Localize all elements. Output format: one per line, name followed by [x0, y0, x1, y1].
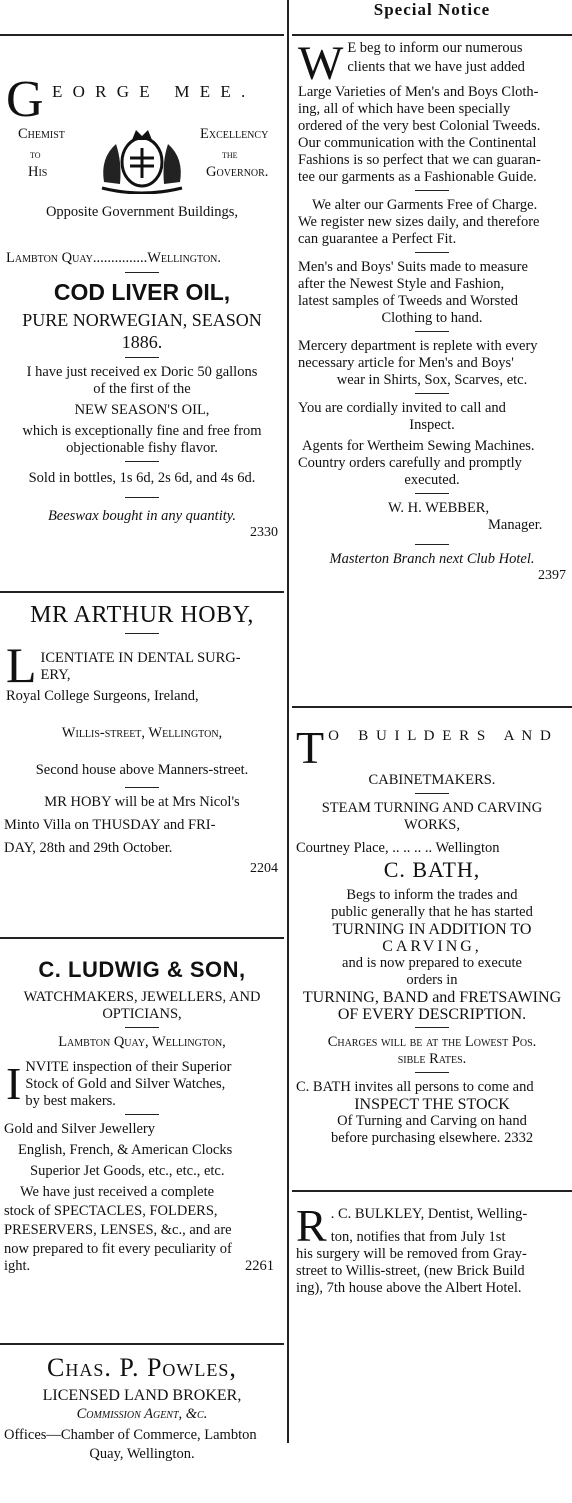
- rule: [0, 34, 284, 36]
- webber-line-12: Men's and Boys' Suits made to measure: [298, 259, 528, 275]
- bath-line-4: CARVING,: [382, 938, 482, 955]
- hoby-address: Willis-street, Wellington,: [61, 725, 223, 741]
- ludwig-address: Lambton Quay, Wellington,: [58, 1034, 226, 1050]
- dash: [415, 252, 449, 253]
- cod-line-5: objectionable fishy flavor.: [66, 440, 218, 456]
- ludwig-goods-3: Superior Jet Goods, etc., etc., etc.: [30, 1163, 225, 1179]
- cod-advert: [0, 279, 284, 591]
- bath-steam-2: WORKS,: [404, 817, 460, 833]
- cod-line-3: NEW SEASON'S OIL,: [74, 402, 210, 418]
- hoby-line-1: ICENTIATE IN DENTAL SURG-: [40, 650, 241, 666]
- bath-line-1: Begs to inform the trades and: [346, 887, 518, 903]
- mee-left-2: to: [30, 147, 41, 161]
- ludwig-stock-5: ight.: [4, 1258, 31, 1274]
- bath-line-5: and is now prepared to execute: [342, 955, 522, 971]
- dash: [415, 190, 449, 191]
- bath-charges-1: Charges will be at the Lowest Pos.: [327, 1034, 537, 1050]
- dash: [125, 272, 159, 273]
- hoby-dropcap: L: [6, 640, 37, 693]
- webber-line-18: wear in Shirts, Sox, Scarves, etc.: [336, 372, 528, 388]
- webber-line-23: executed.: [404, 472, 460, 488]
- powles-advert: [0, 1353, 284, 1503]
- dash: [125, 1027, 159, 1028]
- ludwig-stock-2: stock of SPECTACLES, FOLDERS,: [4, 1203, 218, 1219]
- rule: [292, 706, 572, 708]
- mee-dots: ...............: [92, 250, 148, 266]
- mee-right-3: Governor.: [206, 164, 269, 180]
- webber-line-6: Our communication with the Continental: [298, 135, 537, 151]
- cod-sold: Sold in bottles, 1s 6d, 2s 6d, and 4s 6d.: [28, 470, 256, 486]
- webber-line-22: Country orders carefully and promptly: [298, 455, 522, 471]
- mee-right-1: Excellency: [200, 126, 269, 142]
- webber-role: Manager.: [488, 517, 543, 533]
- webber-line-1: E beg to inform our numerous: [347, 40, 523, 56]
- webber-advert: [292, 0, 572, 706]
- webber-dropcap: W: [298, 40, 344, 84]
- webber-heading: Special Notice: [373, 0, 491, 19]
- mee-name: E O R G E M E E .: [52, 82, 249, 101]
- webber-branch: Masterton Branch next Club Hotel.: [329, 551, 535, 567]
- mee-left-1: Chemist: [18, 126, 65, 142]
- webber-line-7: Fashions is so perfect that we can guaran-: [298, 152, 541, 168]
- bath-invite-4: before purchasing elsewhere.: [330, 1130, 501, 1146]
- bath-name: C. BATH,: [383, 857, 481, 882]
- ludwig-advert: [0, 957, 284, 1343]
- ludwig-title: C. LUDWIG & SON,: [38, 957, 246, 982]
- mee-advert: [0, 34, 284, 272]
- bath-line-6: orders in: [406, 972, 458, 988]
- mee-dropcap: G: [6, 71, 44, 128]
- mee-address: Opposite Government Buildings,: [45, 204, 239, 220]
- ludwig-stock-4: now prepared to fit every peculiarity of: [4, 1241, 232, 1257]
- bulkley-line-5: ing), 7th house above the Albert Hotel.: [296, 1280, 522, 1296]
- bath-heading-2: CABINETMAKERS.: [368, 772, 496, 788]
- webber-line-2: clients that we have just added: [347, 59, 525, 75]
- ludwig-number: 2261: [245, 1258, 274, 1274]
- bath-dropcap: T: [296, 728, 325, 768]
- webber-name: W. H. WEBBER,: [388, 500, 490, 516]
- ludwig-sub-2: OPTICIANS,: [102, 1006, 182, 1022]
- rule: [292, 34, 572, 36]
- bath-heading: [292, 728, 572, 768]
- bath-steam-1: STEAM TURNING AND CARVING: [321, 800, 543, 816]
- hoby-line-3: Royal College Surgeons, Ireland,: [6, 688, 199, 704]
- hoby-title: MR ARTHUR HOBY,: [30, 602, 254, 628]
- right-column: [292, 0, 572, 1336]
- royal-crest-icon: [94, 122, 190, 194]
- dash: [125, 633, 159, 634]
- hoby-line-4: MR HOBY will be at Mrs Nicol's: [44, 794, 240, 810]
- bath-heading-1: O B U I L D E R S A N D: [328, 728, 553, 744]
- dash: [125, 1114, 159, 1115]
- webber-line-5: ordered of the very best Colonial Tweeds.: [298, 118, 541, 134]
- dash: [415, 331, 449, 332]
- webber-line-4: ing, all of which have been specially: [298, 101, 511, 117]
- bath-invite-1: C. BATH invites all persons to come and: [296, 1079, 534, 1095]
- powles-offices-1: Offices—Chamber of Commerce, Lambton: [4, 1427, 257, 1443]
- bath-place: Courtney Place, .. .. .. .. Wellington: [296, 840, 500, 856]
- bath-line-8: OF EVERY DESCRIPTION.: [337, 1006, 527, 1023]
- column-divider: [287, 0, 289, 1443]
- ludwig-dropcap: I: [6, 1059, 22, 1109]
- bath-advert: [292, 728, 572, 1190]
- webber-line-16: Mercery department is replete with every: [298, 338, 538, 354]
- bath-invite-3: Of Turning and Carving on hand: [337, 1113, 527, 1129]
- ludwig-goods-2: English, French, & American Clocks: [18, 1142, 233, 1158]
- mee-right-2: the: [222, 147, 238, 161]
- dash: [415, 544, 449, 545]
- bulkley-line-2: ton, notifies that from July 1st: [330, 1229, 506, 1245]
- mee-street-line: [6, 250, 278, 267]
- bulkley-line-3: his surgery will be removed from Gray-: [296, 1246, 527, 1262]
- rule: [292, 1190, 572, 1192]
- dash: [125, 497, 159, 498]
- webber-line-15: Clothing to hand.: [381, 310, 483, 326]
- webber-line-21: Agents for Wertheim Sewing Machines.: [302, 438, 535, 454]
- ludwig-invite: [0, 1059, 284, 1110]
- dash: [415, 393, 449, 394]
- bath-invite-4-line: [292, 1130, 572, 1147]
- webber-line-14: latest samples of Tweeds and Worsted: [298, 293, 518, 309]
- webber-line-10: We register new sizes daily, and therefore: [298, 214, 540, 230]
- webber-line-3: Large Varieties of Men's and Boys Cloth-: [298, 84, 539, 100]
- dash: [415, 493, 449, 494]
- webber-line-9: We alter our Garments Free of Charge.: [312, 197, 538, 213]
- bulkley-intro: [292, 1206, 572, 1246]
- bulkley-dropcap: R: [296, 1206, 327, 1246]
- dash: [125, 461, 159, 462]
- mee-left-3: His: [28, 164, 48, 180]
- webber-line-19: You are cordially invited to call and: [298, 400, 506, 416]
- cod-line-1: I have just received ex Doric 50 gallons: [26, 364, 258, 380]
- dash: [415, 1072, 449, 1073]
- webber-line-11: can guarantee a Perfect Fit.: [298, 231, 457, 247]
- ludwig-invite-3: by best makers.: [25, 1093, 116, 1109]
- webber-line-13: after the Newest Style and Fashion,: [298, 276, 505, 292]
- hoby-line-5: Minto Villa on THUSDAY and FRI-: [4, 817, 216, 833]
- bulkley-advert: [292, 1206, 572, 1336]
- mee-street: Lambton Quay: [6, 250, 93, 266]
- hoby-number: 2204: [250, 861, 278, 876]
- hoby-line-2: ERY,: [40, 667, 71, 683]
- ludwig-invite-1: NVITE inspection of their Superior: [25, 1059, 232, 1075]
- cod-number: 2330: [250, 525, 278, 540]
- cod-line-4: which is exceptionally fine and free from: [22, 423, 262, 439]
- webber-line-17: necessary article for Men's and Boys': [298, 355, 514, 371]
- dash: [415, 793, 449, 794]
- bath-line-2: public generally that he has started: [331, 904, 533, 920]
- bath-invite-2: INSPECT THE STOCK: [354, 1096, 510, 1113]
- cod-title: COD LIVER OIL,: [53, 279, 231, 305]
- dash: [125, 787, 159, 788]
- powles-sub: LICENSED LAND BROKER,: [42, 1387, 242, 1404]
- powles-agent: Commission Agent, &c.: [76, 1406, 208, 1422]
- rule: [0, 937, 284, 939]
- ludwig-last-line: [0, 1258, 284, 1276]
- ludwig-goods-1: Gold and Silver Jewellery: [4, 1121, 156, 1137]
- bath-line-3: TURNING IN ADDITION TO: [332, 921, 532, 938]
- webber-line-20: Inspect.: [409, 417, 455, 433]
- dash: [415, 1027, 449, 1028]
- mee-town: Wellington.: [147, 250, 222, 266]
- cod-line-2: of the first of the: [93, 381, 191, 397]
- bath-line-7: TURNING, BAND and FRETSAWING: [302, 989, 562, 1006]
- powles-offices-2: Quay, Wellington.: [89, 1446, 195, 1462]
- ludwig-stock-1: We have just received a complete: [20, 1184, 215, 1200]
- rule: [0, 591, 284, 593]
- webber-line-8: tee our garments as a Fashionable Guide.: [298, 169, 537, 185]
- ludwig-sub-1: WATCHMAKERS, JEWELLERS, AND: [23, 989, 261, 1005]
- webber-number: 2397: [538, 568, 566, 583]
- hoby-advert: [0, 601, 284, 937]
- hoby-second: Second house above Manners-street.: [35, 762, 249, 778]
- hoby-intro: [0, 640, 284, 705]
- rule: [0, 1343, 284, 1345]
- powles-title: Chas. P. Powles,: [47, 1353, 237, 1382]
- bath-charges-2: sible Rates.: [397, 1051, 467, 1067]
- cod-beeswax: Beeswax bought in any quantity.: [47, 508, 237, 524]
- webber-intro: [292, 40, 572, 84]
- bath-number: 2332: [504, 1130, 534, 1146]
- bulkley-line-4: street to Willis-street, (new Brick Build: [296, 1263, 525, 1279]
- cod-subtitle: PURE NORWEGIAN, SEASON 1886.: [22, 310, 262, 352]
- dash: [125, 357, 159, 358]
- ludwig-invite-2: Stock of Gold and Silver Watches,: [25, 1076, 226, 1092]
- ludwig-stock-3: PRESERVERS, LENSES, &c., and are: [4, 1222, 232, 1238]
- left-column: [0, 0, 284, 1503]
- bulkley-line-1: . C. BULKLEY, Dentist, Welling-: [330, 1206, 528, 1222]
- hoby-line-6: DAY, 28th and 29th October.: [4, 840, 173, 856]
